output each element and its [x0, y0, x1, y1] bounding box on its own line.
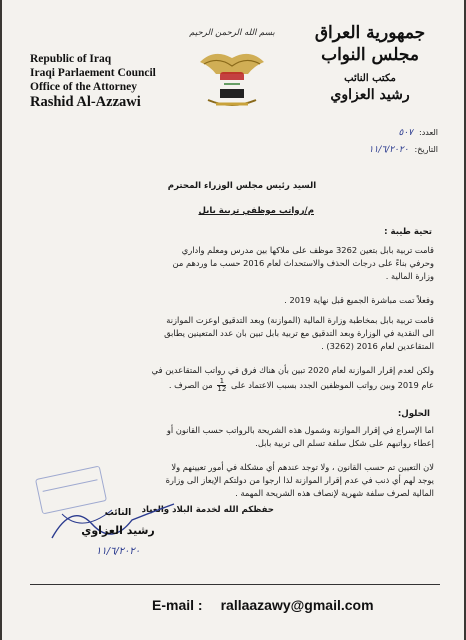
signature-name: رشيد العزاوي [81, 524, 155, 537]
date-label: التاريخ: [414, 145, 438, 154]
header-line-republic-ar: جمهورية العراق [314, 23, 426, 43]
subject-line: م/رواتب موظفي تربية بابل [198, 206, 314, 216]
iraq-emblem-icon [194, 44, 270, 116]
header-line-republic: Republic of Iraq [30, 53, 112, 65]
paragraph-line: وزارة المالية . [385, 271, 434, 281]
footer-divider [30, 584, 440, 585]
header-name-ar: رشيد العزاوي [330, 87, 410, 103]
fraction-denominator: 12 [217, 385, 227, 393]
solutions-heading: الحلول: [397, 409, 430, 419]
paragraph-line: يوجد لهم أي ذنب في عدم إقرار الموازنة لذا ارجوا من دولتكم الإيعاز الى وزارة [165, 475, 434, 485]
number-label: العدد: [419, 128, 438, 137]
paragraph-line: قامت تربية بابل بمخاطبة وزارة المالية (الموازنة) وبعد التدقيق اوعزت الموازنة [166, 315, 434, 325]
fraction-line-end: من الصرف . [168, 380, 213, 390]
signature-title: النائب [104, 508, 132, 518]
footer-email [152, 597, 374, 613]
header-line-office: Office of the Attorney [30, 81, 137, 93]
closing-line: حفظكم الله لخدمة البلاد والعباد [141, 505, 274, 515]
paragraph-line: المالية لصرف سلفة شهرية لإنصاف هذه الشريحة المهمة . [235, 488, 434, 498]
fraction-line-start: عام 2019 وبين رواتب الموظفين الجدد بسبب الاعتماد على [230, 380, 434, 390]
paragraph-line-with-fraction [169, 378, 434, 393]
signature-date: ١١/٦/٢٠٢٠ [95, 546, 141, 557]
email-label: E-mail : [152, 597, 203, 613]
header-line-council-ar: مجلس النواب [321, 45, 419, 65]
date-value: ١١/٦/٢٠٢٠ [368, 145, 409, 155]
header-office-ar: مكتب النائب [344, 73, 396, 84]
paragraph-line: المتقاعدين لعام 2016 (3262) . [321, 341, 434, 351]
paragraph-line: الى النقدية في الوزارة وبعد التدقيق مع تربية بابل تبين بان عدد المتعينين يطابق [164, 328, 434, 338]
paragraph-line: قامت تربية بابل بتعين 3262 موظف على ملاكها بين مدرس ومعلم واداري [181, 245, 434, 255]
email-address[interactable]: rallaazawy@gmail.com [220, 597, 374, 613]
greeting: تحية طيبة : [384, 227, 432, 237]
reference-number [399, 128, 439, 138]
basmala: بسم الله الرحمن الرحيم [189, 28, 275, 38]
fraction-numerator: 1 [217, 378, 226, 386]
paragraph-line: وفعلاً تمت مباشرة الجميع قبل نهاية 2019 . [284, 295, 434, 305]
addressee: السيد رئيس مجلس الوزراء المحترم [167, 181, 317, 191]
letter-page [2, 0, 464, 640]
reference-date [369, 145, 438, 155]
header-name-english: Rashid Al-Azzawi [30, 94, 141, 110]
paragraph-line: وحرفي بناءً على درجات الحذف والاستحداث لعام 2016 حسب ما وردهم من [172, 258, 434, 268]
fraction [217, 378, 226, 393]
header-english [30, 52, 156, 111]
paragraph-line: لان التعيين تم حسب القانون ، ولا توجد عندهم أي مشكلة في أمور تعيينهم ولا [171, 462, 434, 472]
paragraph-line: اما الإسراع في إقرار الموازنة وشمول هذه الشريحة بالرواتب حسب القانون أو [166, 425, 434, 435]
paragraph-line: ولكن لعدم إقرار الموازنة لعام 2020 تبين بأن هناك فرق في رواتب المتقاعدين في [151, 365, 434, 375]
header-line-council: Iraqi Parlaement Council [30, 67, 156, 79]
header-arabic [300, 22, 440, 104]
number-value: ٥٠٧ [398, 128, 414, 138]
paragraph-line: إعطاء رواتبهم على شكل سلفة تسلم الى تربية بابل. [255, 438, 434, 448]
